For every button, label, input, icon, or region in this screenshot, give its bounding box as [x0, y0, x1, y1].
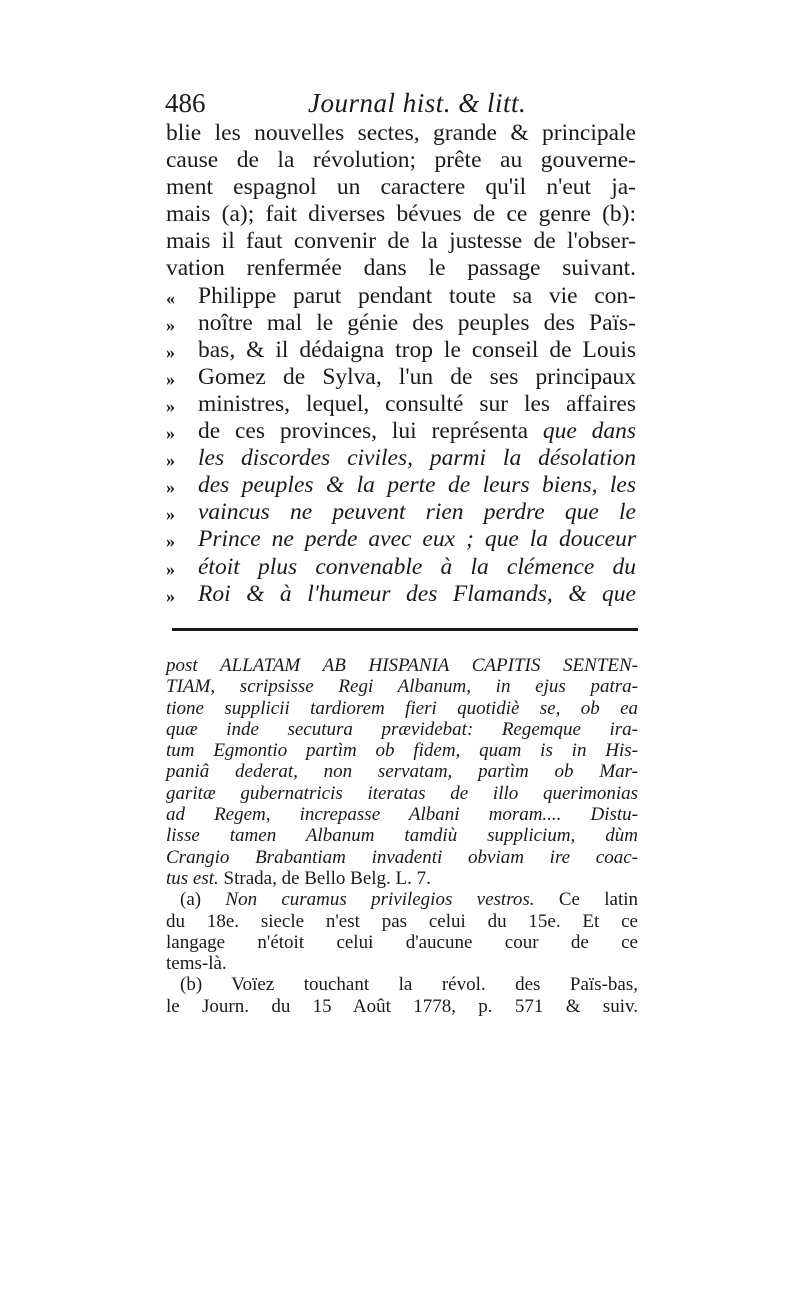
quoted-line [166, 391, 636, 418]
quoted-line-text [198, 418, 636, 445]
latin-ending: tus est. [166, 867, 219, 889]
quote-mark: » [166, 558, 175, 579]
quoted-line [166, 283, 636, 310]
quote-mark: » [166, 314, 175, 335]
text-line: ment espagnol un caractere qu'il n'eut ja- [166, 174, 636, 201]
footnote-line: Crangio Brabantiam invadenti obviam ire coac- [166, 846, 638, 868]
quote-mark: » [166, 368, 175, 389]
footnote-a-text: Ce latin [558, 889, 638, 911]
citation: Strada, de Bello Belg. L. 7. [223, 867, 431, 889]
quoted-line [166, 554, 636, 581]
text-line: vation renfermée dans le passage suivant. [166, 255, 636, 282]
footnote-line: paniâ dederat, non servatam, partìm ob Mar- [166, 761, 638, 783]
quoted-line-text: Roi & à l'humeur des Flamands, & que [198, 580, 636, 607]
footnote-line: tum Egmontio partìm ob fidem, quam is in His- [166, 740, 638, 762]
quoted-line-text: Gomez de Sylva, l'un de ses principaux [198, 363, 636, 390]
footnote-line: langage n'étoit celui d'aucune cour de ce [166, 931, 638, 953]
quoted-line-text: les discordes civiles, parmi la désolation [198, 445, 636, 472]
running-head: Journal hist. & litt. [308, 88, 527, 118]
quoted-line [166, 581, 636, 608]
quoted-line-text: étoit plus convenable à la clémence du [198, 553, 636, 580]
text-line: mais (a); fait diverses bévues de ce genre (b): [166, 201, 636, 228]
footnote-a [166, 889, 638, 910]
footnotes [166, 655, 638, 1017]
quoted-text-roman: de ces provinces, lui représenta [198, 418, 529, 445]
footnote-line: quæ inde secutura prævidebat: Regemque ira- [166, 718, 638, 740]
footnote-line: garitæ gubernatricis iteratas de illo querimonias [166, 782, 638, 804]
footnote-line: le Journ. du 15 Août 1778, p. 571 & suiv. [166, 995, 638, 1017]
quote-mark: » [166, 423, 175, 444]
footnote-line [166, 868, 638, 889]
quoted-line-text: des peuples & la perte de leurs biens, les [198, 472, 636, 499]
quoted-line [166, 472, 636, 499]
quoted-text-italic: que dans [542, 418, 637, 445]
quoted-line [166, 337, 636, 364]
footnote-b: (b) Voïez touchant la révol. des Païs-bas, [180, 974, 638, 996]
quoted-line-text: ministres, lequel, consulté sur les affaires [198, 390, 636, 417]
quoted-line-text: noître mal le génie des peuples des Païs- [198, 309, 636, 336]
quoted-line-text: vaincus ne peuvent rien perdre que le [198, 499, 636, 526]
quote-mark: » [166, 450, 175, 471]
main-text [166, 120, 636, 608]
text-line: cause de la révolution; prête au gouverne- [166, 147, 636, 174]
quote-mark: » [166, 504, 175, 525]
page-header [165, 88, 645, 124]
quote-mark: » [166, 477, 175, 498]
footnote-line: post ALLATAM AB HISPANIA CAPITIS SENTEN- [166, 655, 638, 676]
quote-mark: » [166, 395, 175, 416]
footnote-a-quote: Non curamus privilegios vestros. [225, 889, 535, 911]
footnote-a-marker: (a) [180, 889, 202, 911]
quote-mark: » [166, 585, 175, 606]
quote-mark: « [166, 287, 175, 308]
footnote-line: lisse tamen Albanum tamdiù supplicium, dùm [166, 825, 638, 847]
quote-mark: » [166, 341, 175, 362]
quoted-line [166, 364, 636, 391]
footnote-line: ad Regem, increpasse Albani moram.... Distu- [166, 804, 638, 826]
text-line: blie les nouvelles sectes, grande & principale [166, 120, 636, 146]
footnote-line: du 18e. siecle n'est pas celui du 15e. Et ce [166, 910, 638, 932]
quoted-line [166, 526, 636, 553]
quoted-line-text: Prince ne perde avec eux ; que la douceur [198, 526, 636, 553]
quoted-line-text: Philippe parut pendant toute sa vie con- [198, 282, 636, 309]
page-number: 486 [165, 88, 206, 118]
quoted-line [166, 499, 636, 526]
footnote-line: tems-là. [166, 953, 227, 975]
quote-mark: » [166, 531, 175, 552]
quoted-line [166, 418, 636, 445]
quoted-line [166, 445, 636, 472]
text-line: mais il faut convenir de la justesse de l'obser- [166, 228, 636, 255]
quoted-line-text: bas, & il dédaigna trop le conseil de Louis [198, 336, 636, 363]
quoted-line [166, 310, 636, 337]
footnote-line: tione supplicii tardiorem fieri quotidiè se, ob ea [166, 697, 638, 719]
footnote-rule [172, 628, 638, 631]
footnote-line: TIAM, scripsisse Regi Albanum, in ejus patra- [166, 676, 638, 698]
